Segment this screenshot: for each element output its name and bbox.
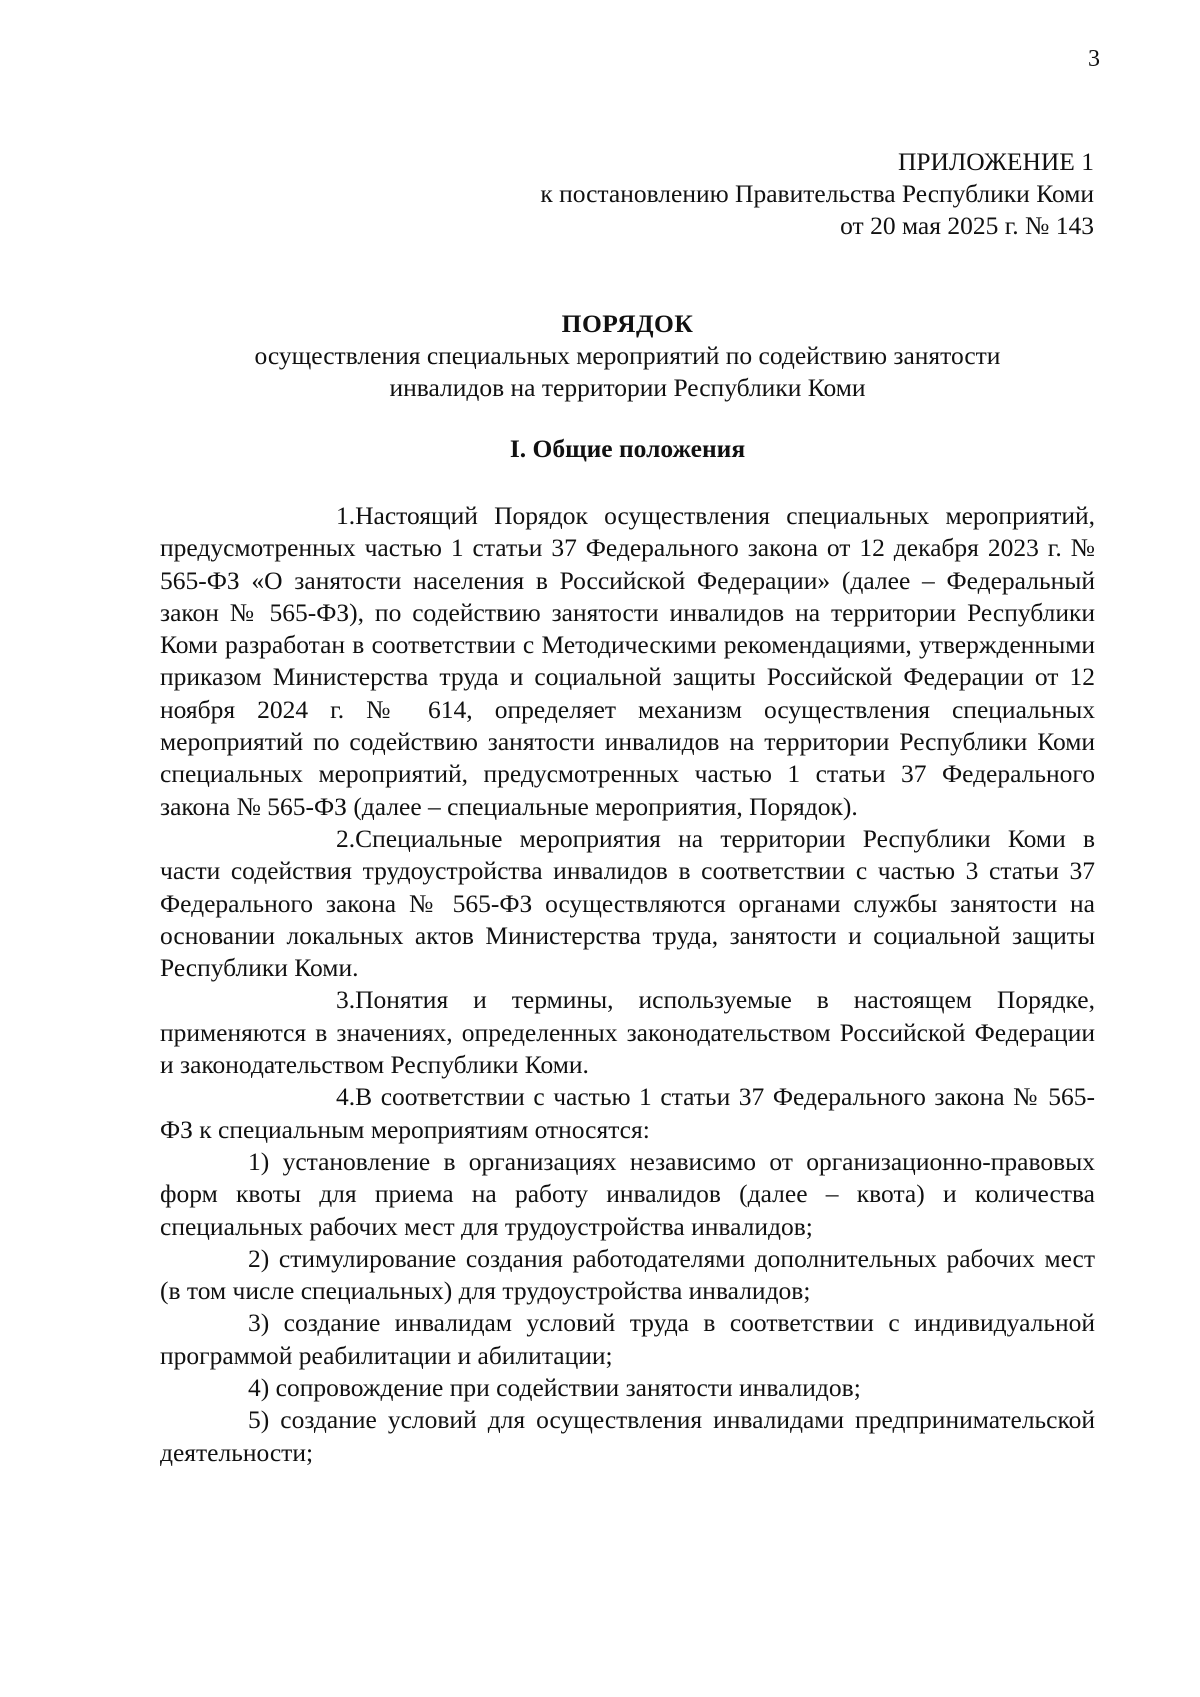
body-text xyxy=(160,500,1095,1469)
subitem-2 xyxy=(160,1243,1095,1308)
subitem-4 xyxy=(160,1372,1095,1404)
paragraph-text: В соответствии с частью 1 статьи 37 Федерального закона № 565-ФЗ к специальным мероприятиям относятся: xyxy=(160,1082,1095,1144)
appendix-block xyxy=(540,146,1094,242)
subitem-3 xyxy=(160,1307,1095,1372)
subitem-text: стимулирование создания работодателями дополнительных рабочих мест (в том числе специальных) для трудоустройства инвалидов; xyxy=(160,1243,1095,1306)
subitem-text: установление в организациях независимо от организационно-правовых форм квоты для приема на работу инвалидов (далее – квота) и количества специальных рабочих мест для трудоустройства инвалидов; xyxy=(160,1146,1095,1241)
subitem-number: 3) xyxy=(248,1308,270,1338)
appendix-resolution-line: к постановлению Правительства Республики Коми xyxy=(540,179,1094,208)
paragraph-number: 4. xyxy=(336,1082,356,1112)
appendix-date-line: от 20 мая 2025 г. № 143 xyxy=(840,211,1094,240)
subitem-number: 5) xyxy=(248,1405,270,1435)
paragraph-number: 3. xyxy=(336,985,356,1015)
document-subtitle-line-1: осуществления специальных мероприятий по содействию занятости xyxy=(254,341,1001,370)
document-heading: ПОРЯДОК xyxy=(561,309,694,338)
subitem-5 xyxy=(160,1404,1095,1469)
paragraph-number: 2. xyxy=(336,823,356,853)
subitem-number: 1) xyxy=(248,1146,270,1176)
document-title-block xyxy=(160,308,1095,404)
paragraph-3 xyxy=(160,984,1095,1081)
subitem-number: 4) xyxy=(248,1373,270,1403)
paragraph-text: Настоящий Порядок осуществления специальных мероприятий, предусмотренных частью 1 статьи 37 Федерального закона от 12 декабря 2023 г. № 565-ФЗ «О занятости населения в Российской Федерации» (далее – Федеральный закон № 565-ФЗ), по содействию занятости инвалидов на территории Республики Коми разработан в соответствии с Методическими рекомендациями, утвержденными приказом Министерства труда и социальной защиты Российской Федерации от 12 ноября 2024 г. № 614, определяет механизм осуществления специальных мероприятий по содействию занятости инвалидов на территории Республики Коми специальных мероприятий, предусмотренных частью 1 статьи 37 Федерального закона № 565-ФЗ (далее – специальные мероприятия, Порядок). xyxy=(160,501,1095,821)
subitem-text: создание условий для осуществления инвалидами предпринимательской деятельности; xyxy=(160,1405,1095,1467)
subitem-1 xyxy=(160,1146,1095,1243)
paragraph-text: Понятия и термины, используемые в настоящем Порядке, применяются в значениях, определенных законодательством Российской Федерации и законодательством Республики Коми. xyxy=(160,985,1095,1080)
section-heading: I. Общие положения xyxy=(509,434,746,463)
paragraph-1 xyxy=(160,500,1095,823)
appendix-title: ПРИЛОЖЕНИЕ 1 xyxy=(897,147,1094,176)
subitem-text: сопровождение при содействии занятости инвалидов; xyxy=(275,1373,861,1403)
page-number: 3 xyxy=(1088,46,1100,72)
paragraph-text: Специальные мероприятия на территории Республики Коми в части содействия трудоустройства инвалидов в соответствии с частью 3 статьи 37 Федерального закона № 565-ФЗ осуществляются органами службы занятости на основании локальных актов Министерства труда, занятости и социальной защиты Республики Коми. xyxy=(160,823,1095,983)
paragraph-number: 1. xyxy=(336,501,356,530)
subitem-text: создание инвалидам условий труда в соответствии с индивидуальной программой реабилитации и абилитации; xyxy=(160,1308,1096,1370)
subitem-number: 2) xyxy=(248,1243,270,1273)
paragraph-4 xyxy=(160,1081,1095,1146)
paragraph-2 xyxy=(160,823,1095,984)
document-subtitle-line-2: инвалидов на территории Республики Коми xyxy=(389,373,866,402)
